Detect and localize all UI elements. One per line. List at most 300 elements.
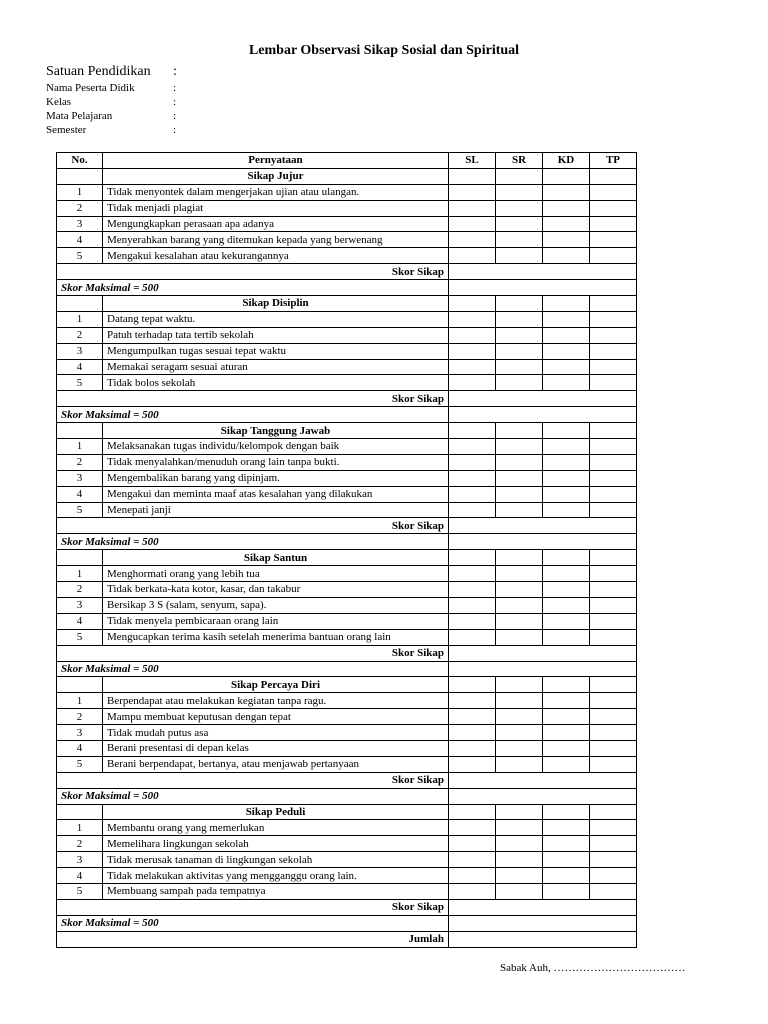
skor-sikap-label: Skor Sikap [57, 518, 449, 534]
check-cell-sr[interactable] [496, 327, 543, 343]
header-sl: SL [449, 153, 496, 169]
meta-row-mapel [46, 110, 176, 122]
check-cell-tp[interactable] [590, 184, 637, 200]
check-cell-tp[interactable] [590, 470, 637, 486]
item-statement: Berani berpendapat, bertanya, atau menjawab pertanyaan [103, 756, 449, 772]
item-number: 1 [57, 439, 103, 455]
table-row [57, 327, 637, 343]
check-cell-tp[interactable] [590, 423, 637, 439]
check-cell-sl[interactable] [449, 725, 496, 741]
item-statement: Mengungkapkan perasaan apa adanya [103, 216, 449, 232]
table-row [57, 756, 637, 772]
check-cell-sl[interactable] [449, 597, 496, 613]
check-cell-sr[interactable] [496, 852, 543, 868]
check-cell-sr[interactable] [496, 232, 543, 248]
check-cell-tp[interactable] [590, 693, 637, 709]
section-title-row [57, 423, 637, 439]
skor-maksimal-row [57, 915, 637, 931]
check-cell-kd[interactable] [543, 550, 590, 566]
check-cell-sl[interactable] [449, 756, 496, 772]
check-cell-tp[interactable] [590, 327, 637, 343]
section-no-cell [57, 296, 103, 312]
check-cell-kd[interactable] [543, 613, 590, 629]
table-row [57, 597, 637, 613]
table-row [57, 454, 637, 470]
item-statement: Menepati janji [103, 502, 449, 518]
header-no: No. [57, 153, 103, 169]
item-number: 5 [57, 248, 103, 264]
table-row [57, 566, 637, 582]
skor-sikap-value[interactable] [449, 518, 637, 534]
check-cell-sr[interactable] [496, 343, 543, 359]
item-number: 5 [57, 629, 103, 645]
check-cell-sr[interactable] [496, 454, 543, 470]
check-cell-sl[interactable] [449, 740, 496, 756]
check-cell-sr[interactable] [496, 740, 543, 756]
item-number: 4 [57, 740, 103, 756]
check-cell-tp[interactable] [590, 883, 637, 899]
check-cell-kd[interactable] [543, 756, 590, 772]
section-title-row [57, 168, 637, 184]
skor-sikap-value[interactable] [449, 645, 637, 661]
section-title: Sikap Peduli [103, 804, 449, 820]
item-number: 4 [57, 486, 103, 502]
check-cell-sl[interactable] [449, 613, 496, 629]
check-cell-sl[interactable] [449, 168, 496, 184]
check-cell-sl[interactable] [449, 693, 496, 709]
check-cell-sr[interactable] [496, 486, 543, 502]
check-cell-tp[interactable] [590, 740, 637, 756]
check-cell-sr[interactable] [496, 709, 543, 725]
check-cell-tp[interactable] [590, 502, 637, 518]
meta-colon: : [173, 64, 177, 79]
item-statement: Mengembalikan barang yang dipinjam. [103, 470, 449, 486]
item-statement: Memakai seragam sesuai aturan [103, 359, 449, 375]
check-cell-sr[interactable] [496, 582, 543, 598]
meta-row-nama [46, 82, 176, 94]
table-row [57, 613, 637, 629]
item-statement: Tidak bolos sekolah [103, 375, 449, 391]
section-no-cell [57, 168, 103, 184]
check-cell-tp[interactable] [590, 725, 637, 741]
check-cell-kd[interactable] [543, 454, 590, 470]
check-cell-tp[interactable] [590, 677, 637, 693]
check-cell-kd[interactable] [543, 836, 590, 852]
meta-label: Nama Peserta Didik [46, 82, 135, 94]
check-cell-tp[interactable] [590, 820, 637, 836]
item-number: 3 [57, 216, 103, 232]
check-cell-tp[interactable] [590, 168, 637, 184]
check-cell-sr[interactable] [496, 597, 543, 613]
check-cell-kd[interactable] [543, 423, 590, 439]
check-cell-tp[interactable] [590, 439, 637, 455]
meta-label: Mata Pelajaran [46, 110, 113, 122]
table-row [57, 470, 637, 486]
item-number: 2 [57, 454, 103, 470]
check-cell-kd[interactable] [543, 566, 590, 582]
check-cell-sl[interactable] [449, 470, 496, 486]
skor-sikap-row [57, 391, 637, 407]
check-cell-sr[interactable] [496, 629, 543, 645]
check-cell-kd[interactable] [543, 868, 590, 884]
item-number: 3 [57, 470, 103, 486]
check-cell-kd[interactable] [543, 804, 590, 820]
table-row [57, 709, 637, 725]
item-number: 3 [57, 597, 103, 613]
meta-label: Kelas [46, 96, 72, 108]
table-row [57, 200, 637, 216]
skor-sikap-value[interactable] [449, 899, 637, 915]
item-statement: Tidak menyalahkan/menuduh orang lain tanpa bukti. [103, 454, 449, 470]
item-number: 1 [57, 693, 103, 709]
check-cell-kd[interactable] [543, 359, 590, 375]
item-number: 5 [57, 375, 103, 391]
section-no-cell [57, 804, 103, 820]
check-cell-sr[interactable] [496, 868, 543, 884]
item-statement: Mengakui kesalahan atau kekurangannya [103, 248, 449, 264]
check-cell-sr[interactable] [496, 439, 543, 455]
item-statement: Melaksanakan tugas individu/kelompok dengan baik [103, 439, 449, 455]
check-cell-sr[interactable] [496, 725, 543, 741]
check-cell-sl[interactable] [449, 629, 496, 645]
check-cell-kd[interactable] [543, 343, 590, 359]
skor-sikap-row [57, 264, 637, 280]
check-cell-sr[interactable] [496, 248, 543, 264]
table-row [57, 820, 637, 836]
check-cell-sr[interactable] [496, 423, 543, 439]
signature-place-date: Sabak Auh, ……………………………… [500, 962, 686, 974]
check-cell-tp[interactable] [590, 756, 637, 772]
check-cell-kd[interactable] [543, 502, 590, 518]
skor-maksimal-value [449, 915, 637, 931]
check-cell-tp[interactable] [590, 597, 637, 613]
skor-sikap-value[interactable] [449, 264, 637, 280]
meta-row-satuan [46, 64, 177, 80]
section-title-row [57, 550, 637, 566]
check-cell-sr[interactable] [496, 375, 543, 391]
meta-colon: : [173, 124, 177, 136]
section-title: Sikap Tanggung Jawab [103, 423, 449, 439]
item-statement: Mengakui dan meminta maaf atas kesalahan yang dilakukan [103, 486, 449, 502]
check-cell-tp[interactable] [590, 709, 637, 725]
check-cell-sl[interactable] [449, 836, 496, 852]
item-statement: Tidak mudah putus asa [103, 725, 449, 741]
check-cell-kd[interactable] [543, 168, 590, 184]
check-cell-kd[interactable] [543, 597, 590, 613]
check-cell-sl[interactable] [449, 709, 496, 725]
check-cell-tp[interactable] [590, 836, 637, 852]
check-cell-sl[interactable] [449, 582, 496, 598]
table-row [57, 502, 637, 518]
table-row [57, 232, 637, 248]
item-statement: Mampu membuat keputusan dengan tepat [103, 709, 449, 725]
item-number: 4 [57, 359, 103, 375]
check-cell-sr[interactable] [496, 359, 543, 375]
check-cell-kd[interactable] [543, 629, 590, 645]
skor-maksimal-label: Skor Maksimal = 500 [57, 280, 449, 296]
skor-maksimal-label: Skor Maksimal = 500 [57, 788, 449, 804]
item-number: 1 [57, 566, 103, 582]
header-kd: KD [543, 153, 590, 169]
check-cell-sl[interactable] [449, 216, 496, 232]
check-cell-sl[interactable] [449, 343, 496, 359]
table-row [57, 725, 637, 741]
item-statement: Membuang sampah pada tempatnya [103, 883, 449, 899]
check-cell-sr[interactable] [496, 216, 543, 232]
skor-sikap-label: Skor Sikap [57, 899, 449, 915]
check-cell-tp[interactable] [590, 375, 637, 391]
table-row [57, 629, 637, 645]
check-cell-kd[interactable] [543, 200, 590, 216]
check-cell-sl[interactable] [449, 566, 496, 582]
document-title: Lembar Observasi Sikap Sosial dan Spiritual [248, 43, 520, 58]
skor-sikap-row [57, 899, 637, 915]
item-number: 3 [57, 852, 103, 868]
check-cell-sl[interactable] [449, 200, 496, 216]
check-cell-kd[interactable] [543, 184, 590, 200]
check-cell-kd[interactable] [543, 486, 590, 502]
check-cell-sl[interactable] [449, 248, 496, 264]
table-row [57, 868, 637, 884]
check-cell-sl[interactable] [449, 486, 496, 502]
meta-row-kelas [46, 96, 176, 108]
item-number: 3 [57, 343, 103, 359]
table-row [57, 248, 637, 264]
check-cell-sr[interactable] [496, 550, 543, 566]
check-cell-sr[interactable] [496, 168, 543, 184]
item-number: 2 [57, 327, 103, 343]
section-title: Sikap Santun [103, 550, 449, 566]
check-cell-kd[interactable] [543, 311, 590, 327]
skor-sikap-row [57, 645, 637, 661]
section-title-row [57, 296, 637, 312]
table-header-row [57, 153, 637, 169]
check-cell-sr[interactable] [496, 296, 543, 312]
check-cell-tp[interactable] [590, 486, 637, 502]
skor-maksimal-label: Skor Maksimal = 500 [57, 534, 449, 550]
check-cell-tp[interactable] [590, 248, 637, 264]
check-cell-sr[interactable] [496, 184, 543, 200]
check-cell-kd[interactable] [543, 216, 590, 232]
check-cell-tp[interactable] [590, 200, 637, 216]
skor-sikap-label: Skor Sikap [57, 772, 449, 788]
check-cell-sl[interactable] [449, 820, 496, 836]
table-row [57, 184, 637, 200]
check-cell-tp[interactable] [590, 613, 637, 629]
skor-sikap-label: Skor Sikap [57, 264, 449, 280]
check-cell-kd[interactable] [543, 725, 590, 741]
table-row [57, 740, 637, 756]
check-cell-kd[interactable] [543, 439, 590, 455]
check-cell-kd[interactable] [543, 582, 590, 598]
item-statement: Mengucapkan terima kasih setelah menerima bantuan orang lain [103, 629, 449, 645]
skor-maksimal-value [449, 661, 637, 677]
check-cell-kd[interactable] [543, 693, 590, 709]
check-cell-sl[interactable] [449, 883, 496, 899]
check-cell-sr[interactable] [496, 677, 543, 693]
check-cell-kd[interactable] [543, 740, 590, 756]
check-cell-sr[interactable] [496, 200, 543, 216]
table-body [57, 168, 637, 947]
check-cell-sl[interactable] [449, 502, 496, 518]
skor-sikap-row [57, 518, 637, 534]
check-cell-sl[interactable] [449, 677, 496, 693]
skor-maksimal-row [57, 534, 637, 550]
skor-maksimal-value [449, 534, 637, 550]
section-title: Sikap Percaya Diri [103, 677, 449, 693]
check-cell-kd[interactable] [543, 470, 590, 486]
section-title: Sikap Disiplin [103, 296, 449, 312]
check-cell-tp[interactable] [590, 566, 637, 582]
check-cell-sl[interactable] [449, 359, 496, 375]
item-statement: Patuh terhadap tata tertib sekolah [103, 327, 449, 343]
check-cell-sl[interactable] [449, 296, 496, 312]
check-cell-sl[interactable] [449, 311, 496, 327]
table-row [57, 852, 637, 868]
check-cell-tp[interactable] [590, 804, 637, 820]
check-cell-sl[interactable] [449, 439, 496, 455]
check-cell-kd[interactable] [543, 677, 590, 693]
jumlah-row [57, 931, 637, 947]
section-no-cell [57, 677, 103, 693]
skor-maksimal-value [449, 788, 637, 804]
check-cell-kd[interactable] [543, 248, 590, 264]
skor-sikap-value[interactable] [449, 391, 637, 407]
check-cell-tp[interactable] [590, 629, 637, 645]
item-statement: Datang tepat waktu. [103, 311, 449, 327]
check-cell-sr[interactable] [496, 693, 543, 709]
header-sr: SR [496, 153, 543, 169]
check-cell-tp[interactable] [590, 296, 637, 312]
skor-maksimal-label: Skor Maksimal = 500 [57, 407, 449, 423]
item-number: 4 [57, 868, 103, 884]
skor-maksimal-label: Skor Maksimal = 500 [57, 661, 449, 677]
check-cell-kd[interactable] [543, 852, 590, 868]
item-statement: Tidak menyontek dalam mengerjakan ujian atau ulangan. [103, 184, 449, 200]
check-cell-sl[interactable] [449, 868, 496, 884]
check-cell-kd[interactable] [543, 296, 590, 312]
table-row [57, 216, 637, 232]
jumlah-label: Jumlah [57, 931, 449, 947]
check-cell-tp[interactable] [590, 359, 637, 375]
table-row [57, 311, 637, 327]
jumlah-value[interactable] [449, 931, 637, 947]
item-number: 5 [57, 883, 103, 899]
item-number: 5 [57, 502, 103, 518]
meta-label: Satuan Pendidikan [46, 64, 151, 79]
check-cell-sr[interactable] [496, 883, 543, 899]
check-cell-sl[interactable] [449, 852, 496, 868]
skor-maksimal-value [449, 407, 637, 423]
item-number: 1 [57, 820, 103, 836]
skor-maksimal-label: Skor Maksimal = 500 [57, 915, 449, 931]
header-pernyataan: Pernyataan [103, 153, 449, 169]
table-row [57, 883, 637, 899]
check-cell-kd[interactable] [543, 375, 590, 391]
table-row [57, 359, 637, 375]
check-cell-tp[interactable] [590, 311, 637, 327]
check-cell-sr[interactable] [496, 820, 543, 836]
skor-sikap-label: Skor Sikap [57, 645, 449, 661]
item-statement: Membantu orang yang memerlukan [103, 820, 449, 836]
item-number: 3 [57, 725, 103, 741]
item-statement: Tidak menjadi plagiat [103, 200, 449, 216]
check-cell-sr[interactable] [496, 756, 543, 772]
check-cell-sl[interactable] [449, 423, 496, 439]
check-cell-sr[interactable] [496, 566, 543, 582]
check-cell-sl[interactable] [449, 804, 496, 820]
table-row [57, 836, 637, 852]
item-number: 5 [57, 756, 103, 772]
check-cell-kd[interactable] [543, 709, 590, 725]
table-row [57, 439, 637, 455]
check-cell-tp[interactable] [590, 868, 637, 884]
observation-table [56, 152, 637, 948]
item-statement: Tidak merusak tanaman di lingkungan sekolah [103, 852, 449, 868]
item-statement: Mengumpulkan tugas sesuai tepat waktu [103, 343, 449, 359]
item-number: 4 [57, 232, 103, 248]
check-cell-sr[interactable] [496, 311, 543, 327]
item-number: 2 [57, 582, 103, 598]
check-cell-tp[interactable] [590, 216, 637, 232]
table-row [57, 693, 637, 709]
check-cell-kd[interactable] [543, 820, 590, 836]
skor-maksimal-value [449, 280, 637, 296]
check-cell-kd[interactable] [543, 327, 590, 343]
check-cell-sr[interactable] [496, 613, 543, 629]
section-title-row [57, 677, 637, 693]
meta-colon: : [173, 82, 177, 94]
item-statement: Bersikap 3 S (salam, senyum, sapa). [103, 597, 449, 613]
check-cell-sr[interactable] [496, 502, 543, 518]
check-cell-sl[interactable] [449, 232, 496, 248]
item-number: 1 [57, 184, 103, 200]
item-statement: Menyerahkan barang yang ditemukan kepada yang berwenang [103, 232, 449, 248]
check-cell-tp[interactable] [590, 550, 637, 566]
check-cell-sr[interactable] [496, 470, 543, 486]
skor-maksimal-row [57, 407, 637, 423]
check-cell-sl[interactable] [449, 550, 496, 566]
item-number: 4 [57, 613, 103, 629]
section-no-cell [57, 423, 103, 439]
check-cell-sl[interactable] [449, 184, 496, 200]
item-statement: Tidak menyela pembicaraan orang lain [103, 613, 449, 629]
check-cell-sr[interactable] [496, 804, 543, 820]
skor-sikap-label: Skor Sikap [57, 391, 449, 407]
check-cell-sl[interactable] [449, 327, 496, 343]
check-cell-kd[interactable] [543, 232, 590, 248]
meta-colon: : [173, 96, 177, 108]
check-cell-tp[interactable] [590, 232, 637, 248]
check-cell-tp[interactable] [590, 343, 637, 359]
skor-maksimal-row [57, 661, 637, 677]
skor-sikap-value[interactable] [449, 772, 637, 788]
check-cell-tp[interactable] [590, 454, 637, 470]
table-row [57, 486, 637, 502]
item-statement: Tidak berkata-kata kotor, kasar, dan takabur [103, 582, 449, 598]
check-cell-tp[interactable] [590, 582, 637, 598]
table-row [57, 343, 637, 359]
check-cell-sl[interactable] [449, 454, 496, 470]
check-cell-tp[interactable] [590, 852, 637, 868]
item-number: 1 [57, 311, 103, 327]
check-cell-sl[interactable] [449, 375, 496, 391]
item-number: 2 [57, 836, 103, 852]
check-cell-kd[interactable] [543, 883, 590, 899]
check-cell-sr[interactable] [496, 836, 543, 852]
item-number: 2 [57, 200, 103, 216]
meta-row-semester [46, 124, 176, 136]
